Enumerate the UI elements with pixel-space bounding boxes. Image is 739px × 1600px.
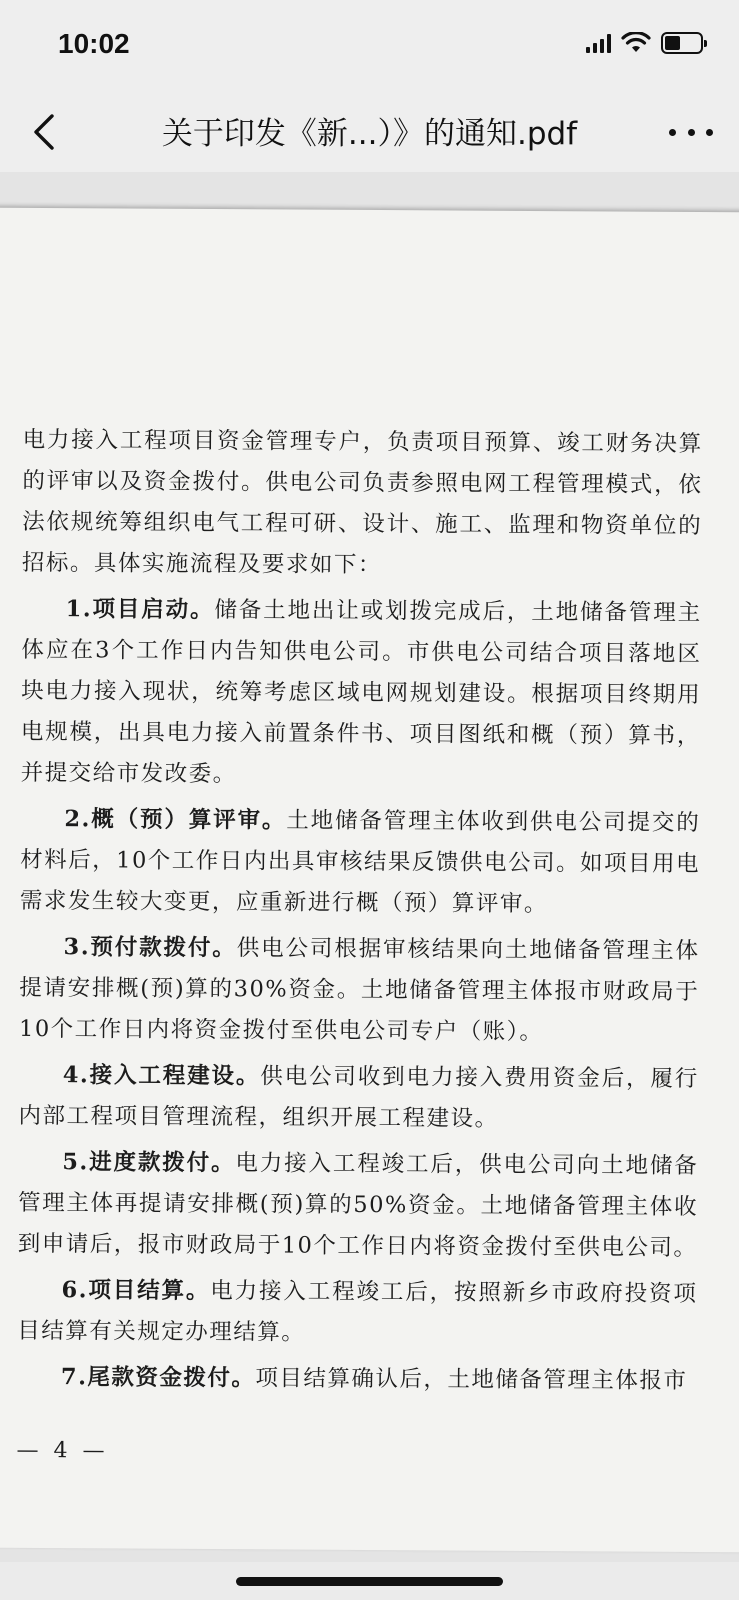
paragraph bbox=[22, 420, 703, 588]
pdf-page bbox=[0, 208, 739, 1553]
paragraph-text: 储备土地出让或划拨完成后，土地储备管理主体应在3个工作日内告知供电公司。市供电公司结合项目落地区块电力接入现状，统筹考虑区域电网规划建设。根据项目终期用电规模，出具电力接入前置条件书、项目图纸和概（预）算书，并提交给市发改委。 bbox=[20, 597, 702, 788]
paragraph bbox=[18, 1142, 699, 1269]
page-body bbox=[17, 420, 703, 1407]
paragraph-heading: 4.接入工程建设。 bbox=[62, 1062, 261, 1090]
paragraph bbox=[20, 799, 701, 926]
paragraph-text: 电力接入工程项目资金管理专户，负责项目预算、竣工财务决算的评审以及资金拨付。供电公司负责参照电网工程管理模式，依法依规统筹组织电气工程可研、设计、施工、监理和物资单位的招标。具体实施流程及要求如下： bbox=[21, 426, 703, 579]
paragraph-heading: 7.尾款资金拨付。 bbox=[60, 1364, 256, 1392]
paragraph-text: 土地储备管理主体收到供电公司提交的材料后，10个工作日内出具审核结果反馈供电公司。如项目用电需求发生较大变更，应重新进行概（预）算评审。 bbox=[19, 807, 701, 918]
pdf-viewer[interactable] bbox=[0, 172, 739, 1562]
paragraph-heading: 1.项目启动。 bbox=[65, 596, 215, 624]
paragraph-heading: 2.概（预）算评审。 bbox=[64, 806, 287, 834]
status-icons bbox=[586, 32, 703, 54]
paragraph bbox=[21, 589, 702, 798]
paragraph-heading: 6.项目结算。 bbox=[61, 1277, 211, 1305]
paragraph-heading: 5.进度款拨付。 bbox=[62, 1149, 236, 1177]
status-time: 10:02 bbox=[58, 28, 130, 59]
paragraph-text: 电力接入工程竣工后，按照新乡市政府投资项目结算有关规定办理结算。 bbox=[17, 1278, 698, 1346]
nav-bar bbox=[0, 92, 739, 172]
paragraph-heading: 3.预付款拨付。 bbox=[63, 934, 237, 962]
paragraph bbox=[17, 1270, 697, 1356]
back-chevron-icon[interactable] bbox=[26, 110, 66, 154]
page-number: — 4 — bbox=[16, 1437, 109, 1464]
wifi-icon bbox=[621, 32, 651, 54]
paragraph bbox=[17, 1357, 697, 1402]
status-bar bbox=[0, 0, 739, 92]
paragraph-text: 供电公司收到电力接入费用资金后，履行内部工程项目管理流程，组织开展工程建设。 bbox=[18, 1063, 699, 1132]
home-indicator[interactable] bbox=[236, 1577, 503, 1586]
paragraph-text: 供电公司根据审核结果向土地储备管理主体提请安排概(预)算的30%资金。土地储备管理主体报市财政局于10个工作日内将资金拨付至供电公司专户（账）。 bbox=[19, 935, 700, 1046]
paragraph-text: 电力接入工程竣工后，供电公司向土地储备管理主体再提请安排概(预)算的50%资金。土地储备管理主体收到申请后，报市财政局于10个工作日内将资金拨付至供电公司。 bbox=[17, 1150, 699, 1261]
paragraph bbox=[19, 927, 700, 1054]
document-title: 关于印发《新...）》的通知.pdf bbox=[161, 116, 578, 152]
battery-icon bbox=[661, 32, 703, 54]
cellular-signal-icon bbox=[586, 33, 611, 53]
paragraph-text: 项目结算确认后，土地储备管理主体报市 bbox=[255, 1365, 688, 1394]
paragraph bbox=[18, 1055, 698, 1141]
more-options-icon[interactable] bbox=[669, 122, 713, 142]
